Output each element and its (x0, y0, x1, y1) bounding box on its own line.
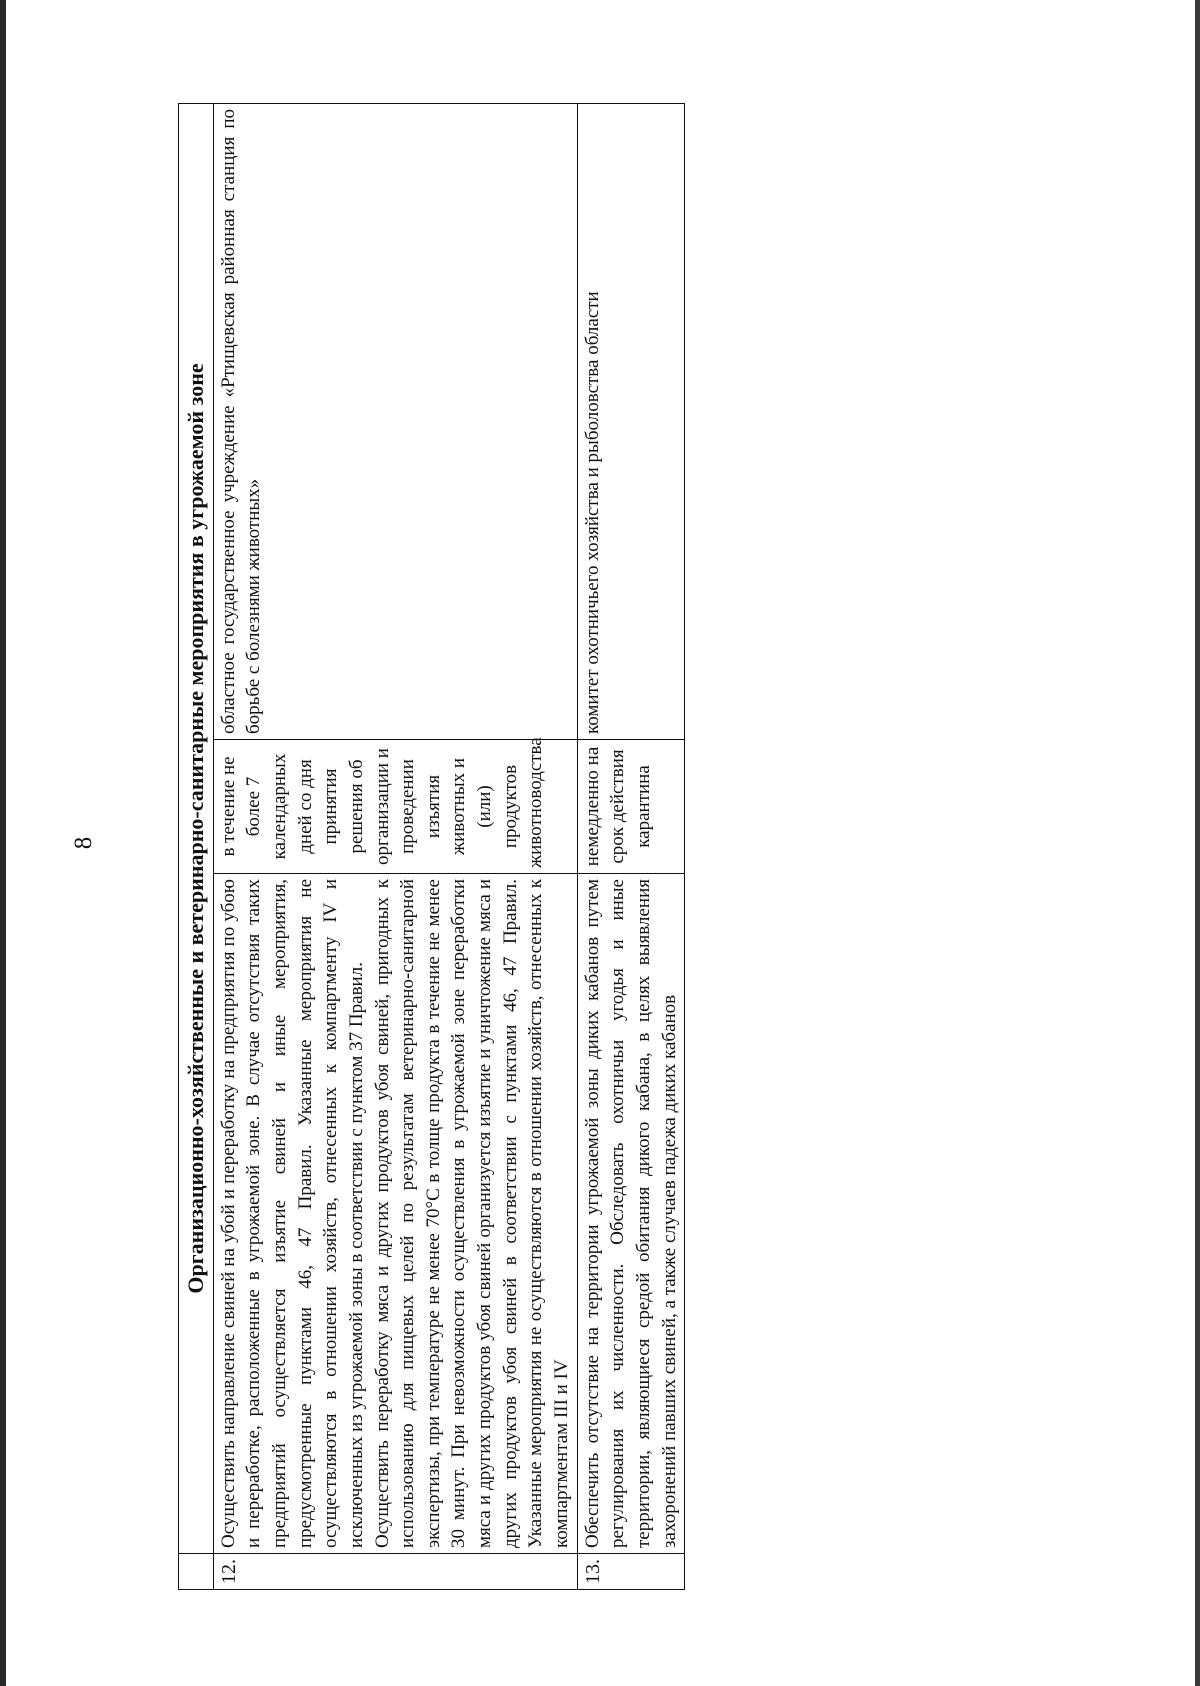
measure-cell (213, 874, 577, 1554)
table-row (213, 104, 577, 1590)
responsible-cell: комитет охотничьего хозяйства и рыболовства области (577, 104, 685, 740)
row-number: 13. (577, 1554, 685, 1590)
deadline-cell: немедленно на срок действия карантина (577, 740, 685, 874)
table-row (577, 104, 685, 1590)
responsible-cell: областное государственное учреждение «Ртищевская районная станция по борьбе с болезнями животных» (213, 104, 577, 740)
section-title: Организационно-хозяйственные и ветеринарно-санитарные мероприятия в угрожаемой зоне (179, 104, 214, 1554)
page-number: 8 (70, 836, 97, 850)
measure-paragraph: Обеспечить отсутствие на территории угрожаемой зоны диких кабанов путем регулирования их численности. Обследовать охотничьи угодья и иные территории, являющиеся средой обитания дикого кабана, в целях выявления захоронений павших свиней, а также случаев падежа диких кабанов (581, 879, 680, 1548)
deadline-cell: в течение не более 7 календарных дней со дня принятия решения об организации и проведении изъятия животных и (или) продуктов животноводства (213, 740, 577, 874)
section-header-num-cell (179, 1554, 214, 1590)
measures-table (178, 103, 685, 1590)
section-header-row (179, 104, 214, 1590)
measure-cell (577, 874, 685, 1554)
measure-paragraph: Осуществить направление свиней на убой и переработку на предприятия по убою и переработке, расположенные в угрожаемой зоне. В случае отсутствия таких предприятий осуществляется изъятие свиней и иные мероприятия, предусмотренные пунктами 46, 47 Правил. Указанные мероприятия не осуществляются в отношении хозяйств, отнесенных к компартменту IV и исключенных из угрожаемой зоны в соответствии с пунктом 37 Правил. (217, 879, 367, 1548)
row-number: 12. (213, 1554, 577, 1590)
measure-paragraph: Осуществить переработку мяса и других продуктов убоя свиней, пригодных к использованию для пищевых целей по результатам ветеринарно-санитарной экспертизы, при температуре не менее 70°С в толще продукта в течение не менее 30 минут. При невозможности осуществления в угрожаемой зоне переработки мяса и других продуктов убоя свиней организуется изъятие и уничтожение мяса и других продуктов убоя свиней в соответствии с пунктами 46, 47 Правил. Указанные мероприятия не осуществляются в отношении хозяйств, отнесенных к компартментам III и IV (371, 879, 573, 1548)
